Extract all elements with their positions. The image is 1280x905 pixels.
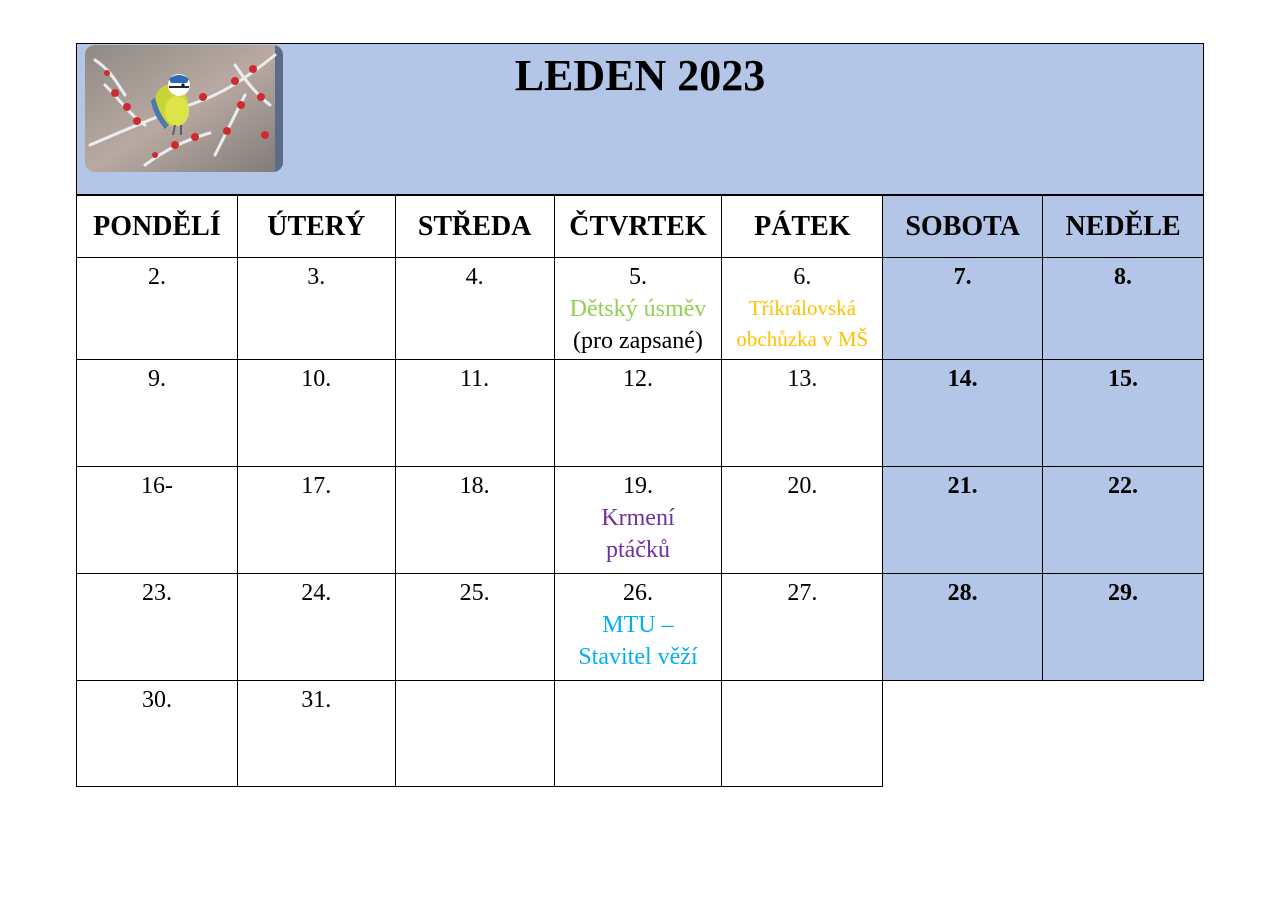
empty-area	[883, 681, 1043, 787]
weekend-day-cell	[1043, 360, 1204, 467]
day-cell	[722, 467, 883, 574]
week-row	[77, 574, 1204, 681]
calendar-grid	[76, 195, 1204, 787]
empty-area	[1043, 681, 1204, 787]
event-text: MTU –	[602, 612, 674, 638]
event-text: Stavitel věží	[578, 644, 698, 670]
day-number: 9.	[147, 366, 166, 392]
event-text: obchůzka v MŠ	[736, 327, 869, 351]
day-number: 23.	[141, 580, 172, 606]
day-cell	[237, 360, 395, 467]
day-number: 2.	[147, 264, 166, 290]
day-number: 3.	[307, 264, 326, 290]
day-number: 20.	[787, 473, 818, 499]
day-number: 8.	[1114, 264, 1133, 290]
day-cell	[554, 574, 722, 681]
event-text: Tříkrálovská	[748, 296, 856, 320]
day-cell	[77, 681, 238, 787]
day-number: 28.	[947, 580, 978, 606]
day-number: 15.	[1108, 366, 1139, 392]
day-cell	[722, 360, 883, 467]
day-number: 14.	[947, 366, 978, 392]
day-number: 7.	[953, 264, 972, 290]
calendar	[76, 43, 1204, 786]
day-cell	[77, 467, 238, 574]
day-number: 31.	[301, 687, 332, 713]
weekday-header: ÚTERÝ	[237, 196, 395, 258]
weekday-header: STŘEDA	[395, 196, 554, 258]
day-number	[722, 681, 882, 684]
day-number: 24.	[301, 580, 332, 606]
day-number: 21.	[947, 473, 978, 499]
day-number: 5.	[628, 264, 647, 290]
day-cell	[554, 681, 722, 787]
event-text: Dětský úsměv	[569, 296, 707, 322]
weekday-header: PONDĚLÍ	[77, 196, 238, 258]
day-cell	[722, 681, 883, 787]
day-number: 18.	[459, 473, 490, 499]
day-cell	[395, 360, 554, 467]
day-number: 11.	[460, 366, 490, 392]
day-number	[396, 681, 554, 684]
calendar-title: LEDEN 2023	[514, 51, 766, 100]
day-cell	[237, 681, 395, 787]
week-row	[77, 681, 1204, 787]
day-cell	[77, 360, 238, 467]
day-number: 19.	[622, 473, 653, 499]
day-cell	[554, 360, 722, 467]
day-number: 27.	[787, 580, 818, 606]
weekend-day-cell	[1043, 574, 1204, 681]
weekend-day-cell	[883, 574, 1043, 681]
calendar-header	[76, 43, 1204, 195]
event-text: Krmení	[601, 505, 675, 531]
day-cell	[395, 258, 554, 360]
weekend-day-cell	[883, 467, 1043, 574]
day-number: 13.	[787, 366, 818, 392]
day-cell	[77, 258, 238, 360]
day-number: 17.	[301, 473, 332, 499]
day-cell	[554, 467, 722, 574]
weekday-header: NEDĚLE	[1043, 196, 1204, 258]
week-row	[77, 258, 1204, 360]
day-number: 4.	[465, 264, 484, 290]
weekend-day-cell	[883, 258, 1043, 360]
weekend-day-cell	[1043, 467, 1204, 574]
weekend-day-cell	[1043, 258, 1204, 360]
day-number: 30.	[141, 687, 172, 713]
day-number: 10.	[301, 366, 332, 392]
week-row	[77, 467, 1204, 574]
day-cell	[395, 574, 554, 681]
day-cell	[395, 681, 554, 787]
event-text: ptáčků	[605, 537, 670, 563]
day-cell	[237, 258, 395, 360]
day-number: 6.	[793, 264, 812, 290]
day-cell	[237, 574, 395, 681]
weekday-header-row	[77, 196, 1204, 258]
day-number	[555, 681, 722, 684]
day-number: 29.	[1108, 580, 1139, 606]
day-number: 26.	[622, 580, 653, 606]
day-number: 12.	[622, 366, 653, 392]
day-number: 16-	[140, 473, 173, 499]
day-cell	[722, 574, 883, 681]
weekday-header: ČTVRTEK	[554, 196, 722, 258]
weekday-header: PÁTEK	[722, 196, 883, 258]
day-cell	[554, 258, 722, 360]
day-cell	[722, 258, 883, 360]
day-cell	[395, 467, 554, 574]
day-cell	[237, 467, 395, 574]
event-text: (pro zapsané)	[573, 328, 703, 354]
day-cell	[77, 574, 238, 681]
day-number: 22.	[1108, 473, 1139, 499]
weekday-header: SOBOTA	[883, 196, 1043, 258]
day-number: 25.	[459, 580, 490, 606]
week-row	[77, 360, 1204, 467]
weekend-day-cell	[883, 360, 1043, 467]
